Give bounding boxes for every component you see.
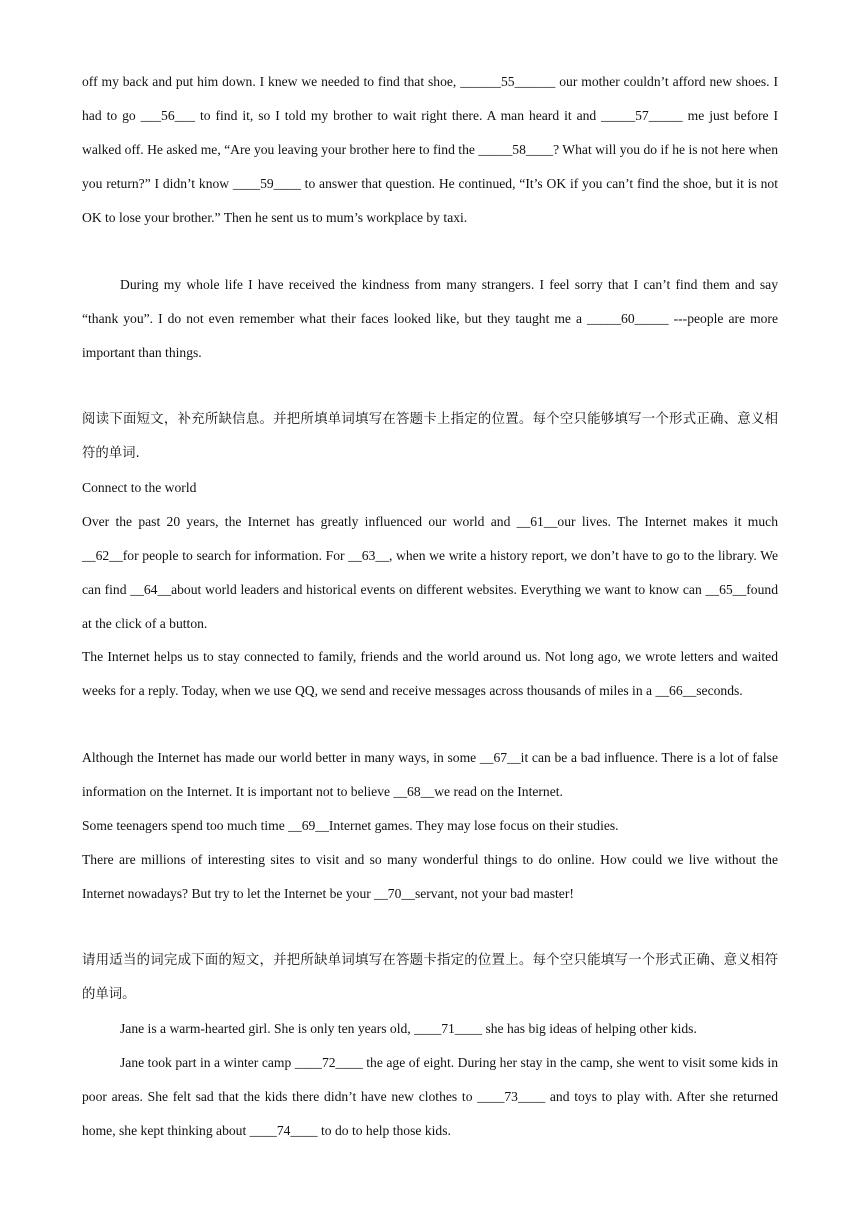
cloze-paragraph-1: Jane is a warm-hearted girl. She is only ten years old, ____71____ she has big ideas of helping other kids. [120, 1021, 697, 1036]
section2-instruction: 阅读下面短文，补充所缺信息。并把所填单词填写在答题卡上指定的位置。每个空只能够填写一个形式正确、意义相符的单词. [82, 412, 778, 461]
section3-instruction: 请用适当的词完成下面的短文，并把所缺单词填写在答题卡指定的位置上。每个空只能填写一个形式正确、意义相符的单词。 [82, 953, 778, 1002]
passage-paragraph-1: Over the past 20 years, the Internet has greatly influenced our world and __61__our lives. The Internet makes it much __62__for people to search for information. For __63__, when we write a history report, we don’t have to go to the library. We can find __64__about world leaders and historical events on different websites. Everything we want to know can __65__found at the click of a button. [82, 514, 778, 631]
passage-title: Connect to the world [82, 480, 197, 495]
passage-paragraph-3: Although the Internet has made our world better in many ways, in some __67__it can be a bad influence. There is a lot of false information on the Internet. It is important not to believe __68__we read on the Internet. [82, 750, 778, 799]
passage-paragraph-2: The Internet helps us to stay connected to family, friends and the world around us. Not long ago, we wrote letters and waited weeks for a reply. Today, when we use QQ, we send and receive messages across thousands of miles in a __66__seconds. [82, 649, 778, 698]
passage-paragraph-5: There are millions of interesting sites to visit and so many wonderful things to do online. How could we live without the Internet nowadays? But try to let the Internet be your __70__servant, not your bad master! [82, 852, 778, 901]
story-paragraph-1: off my back and put him down. I knew we needed to find that shoe, ______55______ our mother couldn’t afford new shoes. I had to go ___56___ to find it, so I told my brother to wait right there. A man heard it and _____57_____ me just before I walked off. He asked me, “Are you leaving your brother here to find the _____58____? What will you do if he is not here when you return?” I didn’t know ____59____ to answer that question. He continued, “It’s OK if you can’t find the shoe, but it is not OK to lose your brother.” Then he sent us to mum’s workplace by taxi. [82, 74, 778, 225]
story-paragraph-2: During my whole life I have received the kindness from many strangers. I feel sorry that I can’t find them and say “thank you”. I do not even remember what their faces looked like, but they taught me a _____60_____ ---people are more important than things. [82, 277, 778, 360]
passage-paragraph-4: Some teenagers spend too much time __69__Internet games. They may lose focus on their studies. [82, 818, 619, 833]
cloze-paragraph-2: Jane took part in a winter camp ____72____ the age of eight. During her stay in the camp, she went to visit some kids in poor areas. She felt sad that the kids there didn’t have new clothes to ____73____ and toys to play with. After she returned home, she kept thinking about ____74____ to do to help those kids. [82, 1055, 778, 1138]
